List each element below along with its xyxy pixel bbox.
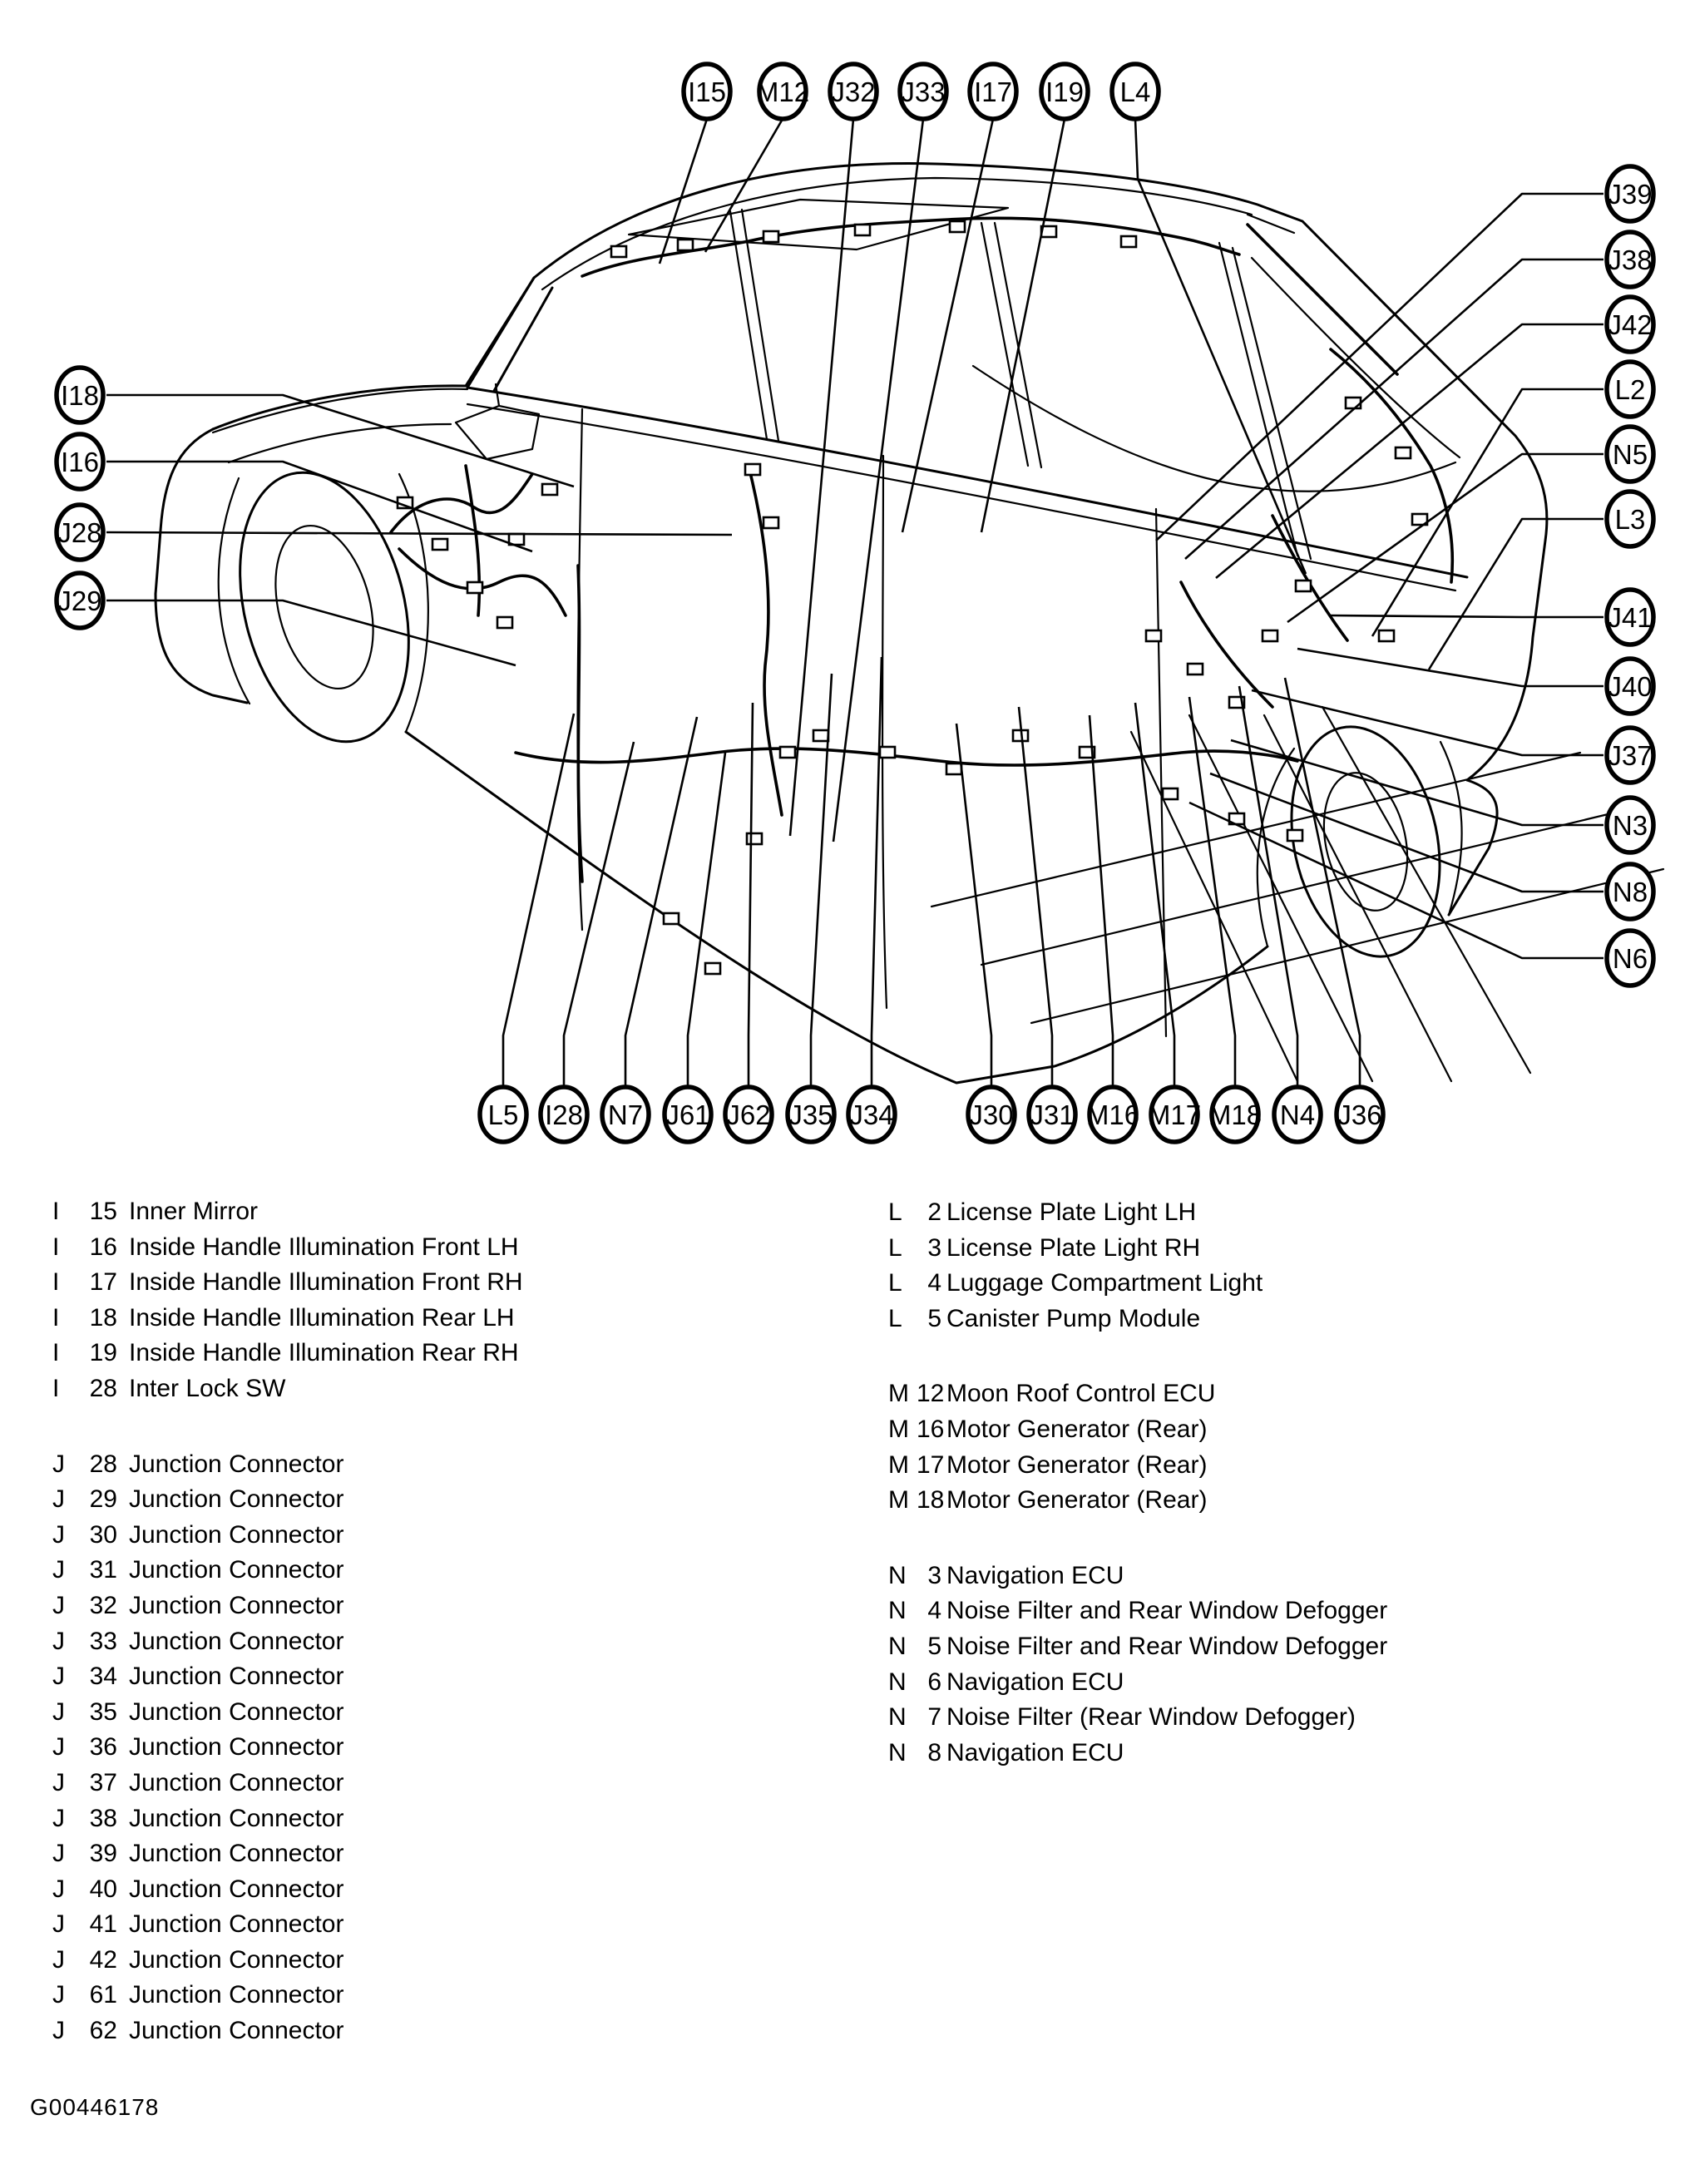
legend-code-number: 36 — [89, 1733, 117, 1762]
legend-row-J30 — [52, 1518, 523, 1554]
legend-code-number: 17 — [917, 1450, 945, 1479]
legend-code-number: 38 — [89, 1804, 117, 1832]
legend-code-letter: I — [52, 1303, 60, 1332]
legend-code-number: 4 — [927, 1597, 941, 1625]
legend-code-number: 28 — [89, 1374, 117, 1402]
callout-label: M18 — [1208, 1099, 1263, 1130]
legend-row-J42 — [52, 1943, 523, 1979]
legend-description: Motor Generator (Rear) — [946, 1450, 1208, 1479]
callout-label: J37 — [1608, 740, 1653, 771]
legend-code-number: 7 — [927, 1703, 941, 1732]
legend-code-number: 62 — [89, 2017, 117, 2045]
legend-code-letter: J — [52, 1910, 65, 1939]
callout-I15 — [684, 64, 730, 119]
legend-code-letter: N — [888, 1597, 907, 1625]
legend-row-J36 — [52, 1730, 523, 1766]
legend-description: Junction Connector — [129, 1663, 344, 1691]
callout-I16 — [57, 434, 103, 489]
legend-description: Inside Handle Illumination Rear RH — [129, 1339, 519, 1367]
legend-code-letter: J — [52, 1875, 65, 1903]
callout-L5 — [480, 1087, 526, 1142]
callout-label: L2 — [1614, 374, 1646, 405]
legend-row-J35 — [52, 1695, 523, 1731]
leader-line-J39 — [1156, 194, 1604, 541]
legend-row-N7 — [888, 1700, 1387, 1736]
legend-code-letter: N — [888, 1703, 907, 1732]
legend-description: Junction Connector — [129, 1485, 344, 1514]
legend-row-N4 — [888, 1594, 1387, 1629]
legend-row-M12 — [888, 1376, 1387, 1412]
callout-J39 — [1607, 166, 1653, 221]
callout-label: I19 — [1045, 77, 1084, 107]
leader-line-J30 — [956, 724, 991, 1087]
legend-row-N3 — [888, 1559, 1387, 1594]
legend-row-L2 — [888, 1195, 1387, 1231]
legend-row-I17 — [52, 1265, 523, 1301]
legend-row-J34 — [52, 1659, 523, 1695]
legend-group — [52, 1447, 523, 2049]
legend-code-letter: J — [52, 1627, 65, 1655]
callout-J35 — [788, 1087, 834, 1142]
legend-code-number: 18 — [89, 1303, 117, 1332]
callout-label: L5 — [487, 1099, 519, 1130]
callout-label: J38 — [1608, 245, 1653, 275]
legend-description: Junction Connector — [129, 1945, 344, 1974]
leader-line-M16 — [1090, 715, 1113, 1087]
legend-row-J31 — [52, 1553, 523, 1589]
callout-I28 — [541, 1087, 587, 1142]
legend-description: Junction Connector — [129, 1591, 344, 1619]
callout-label: L4 — [1119, 77, 1151, 107]
legend-group — [888, 1195, 1387, 1337]
legend-code-letter: I — [52, 1339, 60, 1367]
callout-label: J42 — [1608, 309, 1653, 340]
legend-code-number: 18 — [917, 1486, 945, 1514]
callout-J29 — [57, 573, 103, 628]
legend-row-J28 — [52, 1447, 523, 1483]
legend-description: Inside Handle Illumination Front RH — [129, 1268, 523, 1297]
callout-M17 — [1148, 1087, 1201, 1142]
callout-J62 — [725, 1087, 772, 1142]
callout-I17 — [970, 64, 1016, 119]
callout-label: M12 — [755, 77, 810, 107]
callout-label: N4 — [1279, 1099, 1316, 1130]
legend-code-number: 30 — [89, 1520, 117, 1549]
legend-code-letter: J — [52, 1520, 65, 1549]
legend-code-letter: N — [888, 1738, 907, 1766]
legend-code-letter: J — [52, 1556, 65, 1584]
callout-label: L3 — [1614, 504, 1646, 535]
callout-L2 — [1607, 362, 1653, 417]
callout-label: J32 — [831, 77, 876, 107]
legend-code-letter: I — [52, 1198, 60, 1225]
legend-description: Junction Connector — [129, 1450, 344, 1478]
legend-code-number: 35 — [89, 1697, 117, 1726]
callout-J37 — [1607, 728, 1653, 783]
legend-row-J38 — [52, 1801, 523, 1837]
legend-description: Navigation ECU — [946, 1668, 1124, 1696]
legend-code-number: 12 — [917, 1380, 945, 1408]
leader-line-J37 — [1252, 690, 1604, 755]
callout-label: I28 — [545, 1099, 583, 1130]
legend-description: Inside Handle Illumination Front LH — [129, 1233, 519, 1261]
callout-label: I17 — [974, 77, 1012, 107]
callout-label: J36 — [1337, 1099, 1382, 1130]
callout-M12 — [756, 64, 809, 119]
legend-row-N8 — [888, 1736, 1387, 1771]
leader-line-J38 — [1185, 259, 1604, 559]
legend-code-number: 34 — [89, 1663, 117, 1691]
legend-code-number: 28 — [89, 1450, 117, 1478]
legend-row-I15 — [52, 1194, 523, 1230]
callout-label: J35 — [788, 1099, 833, 1130]
legend-description: Canister Pump Module — [946, 1304, 1201, 1332]
legend-description: Luggage Compartment Light — [946, 1269, 1263, 1297]
callout-label: M17 — [1147, 1099, 1202, 1130]
callout-label: J33 — [901, 77, 946, 107]
leader-line-J61 — [688, 753, 725, 1087]
legend-row-J41 — [52, 1907, 523, 1943]
legend-description: Junction Connector — [129, 1627, 344, 1655]
legend-description: Noise Filter (Rear Window Defogger) — [946, 1703, 1356, 1732]
legend-description: Junction Connector — [129, 1875, 344, 1903]
legend-code-number: 5 — [927, 1304, 941, 1332]
legend-code-number: 41 — [89, 1910, 117, 1939]
leader-line-L4 — [1135, 119, 1306, 574]
legend-row-N6 — [888, 1665, 1387, 1701]
legend-code-number: 2 — [927, 1198, 941, 1226]
legend-code-letter: L — [888, 1233, 902, 1262]
legend-description: Junction Connector — [129, 1768, 344, 1796]
legend-row-J33 — [52, 1624, 523, 1660]
legend-description: License Plate Light RH — [946, 1233, 1201, 1262]
legend-code-number: 16 — [89, 1233, 117, 1261]
legend-description: Junction Connector — [129, 1840, 344, 1868]
legend-code-number: 42 — [89, 1945, 117, 1974]
callout-label: J29 — [57, 586, 102, 616]
legend-row-J32 — [52, 1589, 523, 1624]
legend-code-letter: J — [52, 1697, 65, 1726]
callout-J41 — [1607, 590, 1653, 645]
legend-description: Noise Filter and Rear Window Defogger — [946, 1597, 1388, 1625]
callout-J38 — [1607, 232, 1653, 287]
legend-code-number: 40 — [89, 1875, 117, 1903]
legend-code-number: 32 — [89, 1591, 117, 1619]
legend-row-L5 — [888, 1302, 1387, 1337]
callout-J40 — [1607, 659, 1653, 714]
callout-M16 — [1086, 1087, 1139, 1142]
legend-description: Junction Connector — [129, 1733, 344, 1762]
legend-description: Junction Connector — [129, 1697, 344, 1726]
legend-code-letter: J — [52, 1945, 65, 1974]
legend-row-J40 — [52, 1872, 523, 1908]
callout-label: N5 — [1612, 439, 1648, 470]
legend-description: Navigation ECU — [946, 1738, 1124, 1766]
callout-J31 — [1029, 1087, 1075, 1142]
callout-label: N6 — [1612, 943, 1648, 974]
callout-N6 — [1607, 931, 1653, 986]
callout-label: I15 — [688, 77, 726, 107]
legend-code-number: 4 — [927, 1269, 941, 1297]
legend-code-letter: J — [52, 1591, 65, 1619]
leader-line-N3 — [1231, 740, 1604, 825]
legend-code-letter: J — [52, 1485, 65, 1514]
legend-code-number: 6 — [927, 1668, 941, 1696]
leader-line-J34 — [872, 657, 882, 1087]
legend-code-letter: I — [52, 1374, 60, 1402]
callout-label: J41 — [1608, 602, 1653, 633]
legend-description: Junction Connector — [129, 1804, 344, 1832]
leader-line-I18 — [106, 395, 574, 487]
callout-I19 — [1041, 64, 1088, 119]
leader-line-J32 — [790, 119, 853, 836]
leader-line-L2 — [1372, 389, 1604, 636]
callout-L3 — [1607, 492, 1653, 546]
legend-code-letter: J — [52, 1804, 65, 1832]
legend-description: Moon Roof Control ECU — [946, 1380, 1216, 1408]
callout-label: N8 — [1612, 877, 1648, 907]
callout-label: I18 — [61, 380, 99, 411]
legend-description: Inner Mirror — [129, 1198, 259, 1225]
legend-right-column — [888, 1195, 1387, 1771]
legend-row-I18 — [52, 1301, 523, 1337]
legend-row-L4 — [888, 1266, 1387, 1302]
legend-description: Junction Connector — [129, 2017, 344, 2045]
leader-line-N7 — [625, 717, 697, 1087]
legend-description: Motor Generator (Rear) — [946, 1415, 1208, 1443]
leader-line-J28 — [106, 532, 732, 535]
legend-row-M18 — [888, 1483, 1387, 1519]
callout-J30 — [968, 1087, 1015, 1142]
legend-left-column — [52, 1194, 523, 2049]
legend-code-letter: J — [52, 1768, 65, 1796]
legend-row-I16 — [52, 1230, 523, 1266]
legend-code-letter: I — [52, 1233, 60, 1261]
legend-row-J61 — [52, 1978, 523, 2014]
leader-line-J62 — [749, 703, 753, 1087]
legend-row-J37 — [52, 1766, 523, 1801]
legend-row-I28 — [52, 1371, 523, 1407]
legend-code-number: 3 — [927, 1233, 941, 1262]
legend-row-J62 — [52, 2014, 523, 2049]
legend-group — [52, 1194, 523, 1407]
leader-line-I28 — [564, 742, 634, 1087]
legend-code-number: 3 — [927, 1561, 941, 1589]
leader-line-J29 — [106, 600, 516, 665]
legend-code-number: 61 — [89, 1981, 117, 2009]
legend-code-letter: J — [52, 1840, 65, 1868]
legend-code-letter: M — [888, 1380, 909, 1408]
legend-code-letter: J — [52, 1663, 65, 1691]
callout-L4 — [1112, 64, 1159, 119]
legend-code-number: 17 — [89, 1268, 117, 1297]
leader-line-J41 — [1331, 615, 1604, 617]
legend-row-J29 — [52, 1482, 523, 1518]
legend-code-letter: J — [52, 2017, 65, 2045]
legend-row-J39 — [52, 1836, 523, 1872]
callout-J42 — [1607, 297, 1653, 352]
callout-label: N7 — [607, 1099, 644, 1130]
legend-code-number: 19 — [89, 1339, 117, 1367]
legend-row-I19 — [52, 1336, 523, 1371]
callout-label: N3 — [1612, 810, 1648, 841]
callout-J33 — [900, 64, 946, 119]
callout-N5 — [1607, 427, 1653, 482]
legend-row-L3 — [888, 1231, 1387, 1267]
leader-line-J40 — [1297, 649, 1604, 686]
leader-lines — [106, 119, 1604, 1087]
legend-code-number: 5 — [927, 1632, 941, 1660]
legend-description: License Plate Light LH — [946, 1198, 1197, 1226]
callout-J34 — [848, 1087, 895, 1142]
callout-label: J31 — [1030, 1099, 1075, 1130]
legend-description: Junction Connector — [129, 1981, 344, 2009]
legend-description: Junction Connector — [129, 1556, 344, 1584]
legend-code-letter: N — [888, 1632, 907, 1660]
legend-description: Inter Lock SW — [129, 1374, 286, 1402]
callout-label: J61 — [665, 1099, 710, 1130]
callout-M18 — [1208, 1087, 1262, 1142]
legend-code-number: 37 — [89, 1768, 117, 1796]
legend-code-number: 33 — [89, 1627, 117, 1655]
legend-code-letter: M — [888, 1486, 909, 1514]
legend-code-letter: L — [888, 1269, 902, 1297]
legend-code-letter: M — [888, 1415, 909, 1443]
legend-code-number: 15 — [89, 1198, 117, 1225]
callout-label: J62 — [726, 1099, 771, 1130]
leader-line-L5 — [503, 714, 574, 1087]
callout-label: J28 — [57, 517, 102, 548]
legend-code-letter: L — [888, 1304, 902, 1332]
legend-row-M17 — [888, 1448, 1387, 1484]
callout-N8 — [1607, 864, 1653, 919]
legend-description: Noise Filter and Rear Window Defogger — [946, 1632, 1388, 1660]
callout-I18 — [57, 368, 103, 422]
leader-line-M18 — [1189, 697, 1235, 1087]
callout-N3 — [1607, 798, 1653, 852]
legend-description: Navigation ECU — [946, 1561, 1124, 1589]
legend-code-number: 29 — [89, 1485, 117, 1514]
legend-code-letter: L — [888, 1198, 902, 1226]
legend-group — [888, 1376, 1387, 1518]
callout-label: J39 — [1608, 179, 1653, 210]
legend-code-number: 31 — [89, 1556, 117, 1584]
legend-code-letter: N — [888, 1668, 907, 1696]
legend-description: Junction Connector — [129, 1520, 344, 1549]
legend-code-number: 8 — [927, 1738, 941, 1766]
legend-code-number: 39 — [89, 1840, 117, 1868]
callout-N7 — [602, 1087, 649, 1142]
legend-description: Motor Generator (Rear) — [946, 1486, 1208, 1514]
callout-label: J34 — [849, 1099, 894, 1130]
legend-row-N5 — [888, 1629, 1387, 1665]
legend-row-M16 — [888, 1412, 1387, 1448]
legend-code-letter: M — [888, 1450, 909, 1479]
legend-code-number: 16 — [917, 1415, 945, 1443]
legend-description: Junction Connector — [129, 1910, 344, 1939]
callout-label: J40 — [1608, 671, 1653, 702]
legend-code-letter: J — [52, 1450, 65, 1478]
callout-J28 — [57, 505, 103, 560]
connector-blocks — [398, 221, 1427, 974]
callout-label: I16 — [61, 447, 99, 477]
callout-label: M16 — [1085, 1099, 1140, 1130]
legend-group — [888, 1559, 1387, 1771]
callout-N4 — [1274, 1087, 1321, 1142]
car-wireframe-illustration — [156, 164, 1663, 1083]
callout-J32 — [830, 64, 877, 119]
callout-label: J30 — [969, 1099, 1014, 1130]
callout-J36 — [1337, 1087, 1383, 1142]
legend-code-letter: N — [888, 1561, 907, 1589]
legend-code-letter: I — [52, 1268, 60, 1297]
leader-line-L3 — [1429, 519, 1604, 670]
callout-J61 — [665, 1087, 711, 1142]
legend-code-letter: J — [52, 1733, 65, 1762]
figure-id: G00446178 — [30, 2094, 160, 2120]
legend-description: Inside Handle Illumination Rear LH — [129, 1303, 515, 1332]
legend-code-letter: J — [52, 1981, 65, 2009]
